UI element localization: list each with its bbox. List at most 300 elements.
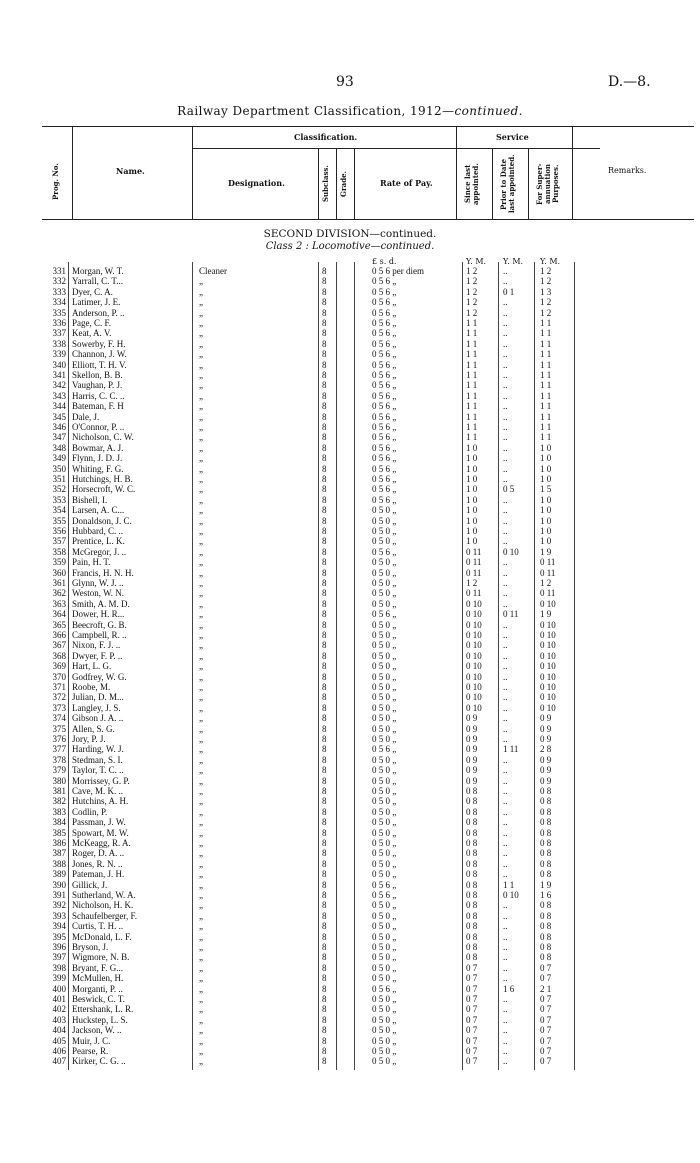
subclass-cell: 8 bbox=[322, 349, 327, 360]
designation-cell: „ bbox=[199, 432, 203, 443]
superannuation-cell: 0 7 bbox=[540, 994, 552, 1004]
table-row bbox=[0, 921, 700, 931]
name-cell: Campbell, R. .. bbox=[72, 630, 127, 640]
since-last-cell: 0 8 bbox=[466, 827, 478, 838]
designation-cell: „ bbox=[199, 838, 203, 848]
table-row bbox=[0, 734, 700, 744]
prog-no-cell: 384 bbox=[52, 817, 66, 828]
prior-to-date-cell: .. bbox=[503, 734, 508, 744]
since-last-cell: 1 1 bbox=[466, 318, 478, 328]
designation-cell: „ bbox=[199, 578, 203, 588]
table-row bbox=[0, 848, 700, 858]
superannuation-cell: 0 11 bbox=[540, 588, 556, 599]
since-last-cell: 0 8 bbox=[466, 900, 478, 911]
subclass-cell: 8 bbox=[322, 786, 327, 796]
prior-to-date-cell: .. bbox=[503, 713, 508, 724]
name-cell: Roger, D. A. .. bbox=[72, 848, 125, 859]
prog-no-cell: 369 bbox=[52, 661, 66, 672]
name-cell: Pateman, J. H. bbox=[72, 869, 125, 880]
subclass-cell: 8 bbox=[322, 942, 327, 952]
prog-no-cell: 348 bbox=[52, 442, 66, 453]
designation-cell: „ bbox=[199, 557, 203, 568]
designation-cell: „ bbox=[199, 775, 203, 786]
prog-no-cell: 342 bbox=[52, 380, 66, 391]
table-row bbox=[0, 620, 700, 630]
prior-to-date-cell: .. bbox=[503, 858, 508, 869]
table-row bbox=[0, 984, 700, 994]
subclass-cell: 8 bbox=[322, 838, 327, 848]
prog-no-cell: 403 bbox=[52, 1014, 66, 1025]
superannuation-cell: 0 10 bbox=[540, 661, 556, 672]
prog-no-cell: 350 bbox=[52, 463, 66, 474]
rate-of-pay-cell: 0 5 6 „ bbox=[372, 494, 397, 505]
designation-cell: „ bbox=[199, 682, 203, 692]
name-cell: Jackson, W. .. bbox=[72, 1025, 122, 1036]
designation-cell: „ bbox=[199, 879, 203, 890]
designation-cell: „ bbox=[199, 796, 203, 807]
class-label: Class 2 : Locomotive—continued. bbox=[265, 241, 435, 252]
name-header: Name. bbox=[116, 166, 145, 176]
name-cell: Langley, J. S. bbox=[72, 702, 121, 713]
superannuation-cell: 0 10 bbox=[540, 619, 556, 630]
superannuation-cell: 1 0 bbox=[540, 442, 552, 453]
superannuation-cell: 1 6 bbox=[540, 890, 552, 900]
name-cell: Elliott, T. H. V. bbox=[72, 359, 127, 370]
subclass-cell: 8 bbox=[322, 380, 327, 391]
subclass-cell: 8 bbox=[322, 505, 327, 516]
designation-cell: „ bbox=[199, 1025, 203, 1036]
prog-no-cell: 347 bbox=[52, 432, 66, 443]
rate-of-pay-cell: 0 5 0 „ bbox=[372, 1004, 397, 1015]
prog-no-cell: 334 bbox=[52, 297, 66, 308]
name-cell: Stedman, S. I. bbox=[72, 754, 123, 765]
grade-header: Grade. bbox=[339, 171, 348, 197]
prog-no-cell: 391 bbox=[52, 890, 66, 900]
superannuation-cell: 1 1 bbox=[540, 370, 552, 380]
designation-cell: „ bbox=[199, 744, 203, 755]
rate-of-pay-cell: 0 5 0 „ bbox=[372, 973, 397, 984]
subclass-cell: 8 bbox=[322, 671, 327, 682]
name-cell: Spowart, M. W. bbox=[72, 827, 129, 838]
since-last-cell: 0 8 bbox=[466, 869, 478, 880]
prog-no-cell: 367 bbox=[52, 640, 66, 651]
since-last-cell: 1 1 bbox=[466, 380, 478, 391]
table-row bbox=[0, 838, 700, 848]
since-last-cell: 0 11 bbox=[466, 588, 482, 599]
superannuation-cell: 0 8 bbox=[540, 952, 552, 963]
subclass-cell: 8 bbox=[322, 806, 327, 817]
since-last-cell: 0 10 bbox=[466, 661, 482, 672]
prog-no-cell: 383 bbox=[52, 806, 66, 817]
name-cell: Hutchings, H. B. bbox=[72, 474, 133, 484]
rate-of-pay-cell: 0 5 0 „ bbox=[372, 942, 397, 952]
table-row bbox=[0, 994, 700, 1004]
rate-of-pay-cell: 0 5 6 „ bbox=[372, 411, 397, 422]
prog-no-cell: 385 bbox=[52, 827, 66, 838]
since-last-cell: 0 7 bbox=[466, 1004, 478, 1015]
designation-cell: „ bbox=[199, 484, 203, 495]
service-header: Service bbox=[496, 132, 529, 142]
rate-of-pay-cell: 0 5 6 „ bbox=[372, 744, 397, 755]
since-last-cell: 0 8 bbox=[466, 786, 478, 796]
prior-to-date-cell: .. bbox=[503, 619, 508, 630]
header-vrule bbox=[492, 148, 493, 220]
rate-of-pay-cell: 0 5 0 „ bbox=[372, 661, 397, 672]
since-last-cell: 0 10 bbox=[466, 650, 482, 661]
designation-cell: „ bbox=[199, 619, 203, 630]
rate-of-pay-cell: 0 5 0 „ bbox=[372, 692, 397, 703]
subclass-cell: 8 bbox=[322, 713, 327, 724]
designation-cell: „ bbox=[199, 474, 203, 484]
name-cell: Larsen, A. C... bbox=[72, 505, 125, 516]
prior-to-date-cell: 0 10 bbox=[503, 546, 519, 557]
rate-of-pay-cell: 0 5 6 „ bbox=[372, 328, 397, 339]
designation-cell: „ bbox=[199, 827, 203, 838]
since-last-cell: 1 0 bbox=[466, 442, 478, 453]
prog-no-cell: 388 bbox=[52, 858, 66, 869]
designation-cell: „ bbox=[199, 890, 203, 900]
prog-no-cell: 344 bbox=[52, 401, 66, 412]
designation-cell: „ bbox=[199, 702, 203, 713]
prior-to-date-cell: .. bbox=[503, 931, 508, 942]
rate-of-pay-cell: 0 5 6 „ bbox=[372, 484, 397, 495]
subclass-cell: 8 bbox=[322, 515, 327, 526]
since-last-cell: 0 9 bbox=[466, 713, 478, 724]
table-row bbox=[0, 474, 700, 484]
prog-no-cell: 407 bbox=[52, 1056, 66, 1067]
prior-to-date-cell: .. bbox=[503, 817, 508, 828]
since-last-cell: 0 7 bbox=[466, 1056, 478, 1067]
since-last-cell: 1 2 bbox=[466, 307, 478, 318]
table-row bbox=[0, 443, 700, 453]
rate-of-pay-cell: 0 5 0 „ bbox=[372, 734, 397, 744]
name-cell: Glynn, W. J. .. bbox=[72, 578, 124, 588]
prog-no-cell: 357 bbox=[52, 536, 66, 547]
designation-cell: „ bbox=[199, 453, 203, 464]
table-row bbox=[0, 661, 700, 671]
prog-no-cell: 394 bbox=[52, 921, 66, 932]
since-last-cell: 0 9 bbox=[466, 765, 478, 776]
since-last-cell: 1 1 bbox=[466, 422, 478, 432]
remarks-header: Remarks. bbox=[608, 166, 647, 175]
rate-of-pay-cell: 0 5 0 „ bbox=[372, 682, 397, 692]
subclass-cell: 8 bbox=[322, 567, 327, 578]
prior-to-date-cell: .. bbox=[503, 1046, 508, 1056]
since-last-cell: 1 1 bbox=[466, 370, 478, 380]
prior-to-date-cell: .. bbox=[503, 297, 508, 308]
rate-of-pay-cell: 0 5 0 „ bbox=[372, 869, 397, 880]
page-title bbox=[0, 104, 700, 118]
prog-no-cell: 345 bbox=[52, 411, 66, 422]
prior-to-date-cell: .. bbox=[503, 796, 508, 807]
page-reference: D.—8. bbox=[608, 74, 651, 90]
table-row bbox=[0, 911, 700, 921]
rate-of-pay-cell: 0 5 0 „ bbox=[372, 515, 397, 526]
rate-of-pay-cell: 0 5 6 „ bbox=[372, 401, 397, 412]
prog-no-cell: 375 bbox=[52, 723, 66, 734]
superannuation-cell: 1 1 bbox=[540, 390, 552, 401]
prog-no-cell: 401 bbox=[52, 994, 66, 1004]
subclass-cell: 8 bbox=[322, 962, 327, 973]
rate-of-pay-cell: 0 5 0 „ bbox=[372, 921, 397, 932]
since-last-cell: 1 2 bbox=[466, 276, 478, 287]
name-cell: Passman, J. W. bbox=[72, 817, 126, 828]
prior-to-date-cell: .. bbox=[503, 973, 508, 984]
prog-no-cell: 404 bbox=[52, 1025, 66, 1036]
designation-cell: „ bbox=[199, 661, 203, 672]
superannuation-cell: 0 9 bbox=[540, 765, 552, 776]
rate-of-pay-cell: 0 5 0 „ bbox=[372, 848, 397, 859]
rate-of-pay-cell: 0 5 0 „ bbox=[372, 931, 397, 942]
superannuation-cell: 1 2 bbox=[540, 276, 552, 287]
since-last-cell: 1 1 bbox=[466, 328, 478, 339]
since-last-cell: 1 1 bbox=[466, 411, 478, 422]
since-last-cell: 0 8 bbox=[466, 879, 478, 890]
table-row bbox=[0, 588, 700, 598]
subclass-cell: 8 bbox=[322, 900, 327, 911]
since-last-cell: 0 8 bbox=[466, 942, 478, 952]
subclass-cell: 8 bbox=[322, 370, 327, 380]
prior-to-date-cell: .. bbox=[503, 422, 508, 432]
rate-of-pay-cell: 0 5 0 „ bbox=[372, 567, 397, 578]
since-last-cell: 0 9 bbox=[466, 775, 478, 786]
designation-cell: „ bbox=[199, 817, 203, 828]
prog-no-cell: 405 bbox=[52, 1035, 66, 1046]
since-last-cell: 0 9 bbox=[466, 744, 478, 755]
prog-no-cell: 382 bbox=[52, 796, 66, 807]
rate-of-pay-cell: 0 5 0 „ bbox=[372, 505, 397, 516]
since-last-cell: 1 0 bbox=[466, 515, 478, 526]
table-row bbox=[0, 828, 700, 838]
name-cell: Dale, J. bbox=[72, 411, 100, 422]
table-header bbox=[42, 126, 694, 220]
prior-to-date-cell: .. bbox=[503, 474, 508, 484]
name-cell: Julian, D. M... bbox=[72, 692, 124, 703]
designation-cell: „ bbox=[199, 390, 203, 401]
subclass-cell: 8 bbox=[322, 848, 327, 859]
name-cell: Yarrall, C. T... bbox=[72, 276, 124, 287]
designation-cell: „ bbox=[199, 630, 203, 640]
rate-of-pay-cell: 0 5 0 „ bbox=[372, 962, 397, 973]
superannuation-cell: 2 8 bbox=[540, 744, 552, 755]
superannuation-cell: 0 10 bbox=[540, 692, 556, 703]
header-vrule bbox=[572, 126, 573, 220]
table-row bbox=[0, 640, 700, 650]
prog-no-cell: 356 bbox=[52, 526, 66, 536]
superannuation-cell: 1 1 bbox=[540, 411, 552, 422]
table-row bbox=[0, 672, 700, 682]
superannuation-cell: 1 0 bbox=[540, 526, 552, 536]
prog-no-cell: 397 bbox=[52, 952, 66, 963]
prior-to-date-cell: .. bbox=[503, 338, 508, 349]
name-cell: Whiting, F. G. bbox=[72, 463, 124, 474]
prior-to-date-cell: .. bbox=[503, 848, 508, 859]
since-last-cell: 0 9 bbox=[466, 723, 478, 734]
rate-of-pay-cell: 0 5 6 „ bbox=[372, 318, 397, 328]
prior-to-date-cell: .. bbox=[503, 432, 508, 443]
superannuation-cell: 0 7 bbox=[540, 1025, 552, 1036]
subclass-cell: 8 bbox=[322, 827, 327, 838]
superannuation-cell: 0 7 bbox=[540, 1056, 552, 1067]
rate-of-pay-cell: 0 5 0 „ bbox=[372, 775, 397, 786]
rate-of-pay-cell: 0 5 0 „ bbox=[372, 796, 397, 807]
prior-to-date-cell: .. bbox=[503, 318, 508, 328]
prog-no-cell: 351 bbox=[52, 474, 66, 484]
subclass-cell: 8 bbox=[322, 1046, 327, 1056]
since-last-cell: 0 11 bbox=[466, 546, 482, 557]
prior-to-date-cell: .. bbox=[503, 567, 508, 578]
prior-to-date-cell: .. bbox=[503, 505, 508, 516]
table-row bbox=[0, 432, 700, 442]
name-cell: Dower, H. R... bbox=[72, 609, 125, 620]
name-cell: Dwyer, F. P. .. bbox=[72, 650, 123, 661]
superannuation-cell: 0 7 bbox=[540, 1014, 552, 1025]
designation-cell: „ bbox=[199, 546, 203, 557]
table-row bbox=[0, 807, 700, 817]
prog-no-cell: 380 bbox=[52, 775, 66, 786]
prior-to-date-cell: .. bbox=[503, 1056, 508, 1067]
designation-cell: „ bbox=[199, 1046, 203, 1056]
prior-to-date-cell: .. bbox=[503, 515, 508, 526]
subclass-cell: 8 bbox=[322, 910, 327, 921]
prog-no-cell: 398 bbox=[52, 962, 66, 973]
table-row bbox=[0, 557, 700, 567]
rate-of-pay-cell: 0 5 0 „ bbox=[372, 1046, 397, 1056]
designation-cell: „ bbox=[199, 983, 203, 994]
superannuation-cell: 0 10 bbox=[540, 598, 556, 609]
designation-cell: „ bbox=[199, 297, 203, 308]
superannuation-cell: 1 1 bbox=[540, 380, 552, 391]
table-row bbox=[0, 724, 700, 734]
prog-no-cell: 346 bbox=[52, 422, 66, 432]
subclass-cell: 8 bbox=[322, 526, 327, 536]
name-cell: Jory, P. J. bbox=[72, 734, 106, 744]
since-last-cell: 1 0 bbox=[466, 484, 478, 495]
superannuation-cell: 1 0 bbox=[540, 494, 552, 505]
superannuation-cell: 1 0 bbox=[540, 515, 552, 526]
prior-to-date-cell: .. bbox=[503, 630, 508, 640]
designation-cell: „ bbox=[199, 286, 203, 297]
since-last-cell: 0 8 bbox=[466, 848, 478, 859]
prog-no-cell: 389 bbox=[52, 869, 66, 880]
subclass-cell: 8 bbox=[322, 266, 327, 276]
rate-of-pay-cell: 0 5 6 „ bbox=[372, 422, 397, 432]
rate-of-pay-cell: 0 5 0 „ bbox=[372, 598, 397, 609]
superannuation-cell: 0 8 bbox=[540, 817, 552, 828]
prog-no-cell: 402 bbox=[52, 1004, 66, 1015]
subclass-cell: 8 bbox=[322, 453, 327, 464]
table-row bbox=[0, 786, 700, 796]
prior-to-date-cell: .. bbox=[503, 640, 508, 651]
superannuation-cell: 0 8 bbox=[540, 858, 552, 869]
title-main: Railway Department Classification, 1912 bbox=[177, 104, 443, 118]
superannuation-header: For Super-annuation Purposes. bbox=[535, 163, 560, 205]
rate-of-pay-cell: 0 5 0 „ bbox=[372, 702, 397, 713]
name-cell: Sowerby, F. H. bbox=[72, 338, 126, 349]
designation-cell: „ bbox=[199, 536, 203, 547]
designation-cell: „ bbox=[199, 338, 203, 349]
prog-no-cell: 363 bbox=[52, 598, 66, 609]
prog-no-cell: 392 bbox=[52, 900, 66, 911]
designation-cell: „ bbox=[199, 900, 203, 911]
rate-of-pay-cell: 0 5 6 „ bbox=[372, 463, 397, 474]
prior-to-date-cell: .. bbox=[503, 671, 508, 682]
subclass-cell: 8 bbox=[322, 557, 327, 568]
name-cell: Roobe, M. bbox=[72, 682, 111, 692]
prog-no-cell: 376 bbox=[52, 734, 66, 744]
name-cell: Gillick, J. bbox=[72, 879, 108, 890]
since-last-cell: 0 8 bbox=[466, 796, 478, 807]
prior-to-date-cell: .. bbox=[503, 775, 508, 786]
prog-no-cell: 368 bbox=[52, 650, 66, 661]
name-cell: Skellon, B. B. bbox=[72, 370, 123, 380]
rate-of-pay-cell: 0 5 6 „ bbox=[372, 432, 397, 443]
designation-cell: „ bbox=[199, 380, 203, 391]
name-cell: Muir, J. C. bbox=[72, 1035, 111, 1046]
designation-cell: „ bbox=[199, 952, 203, 963]
superannuation-cell: 1 0 bbox=[540, 536, 552, 547]
designation-cell: „ bbox=[199, 411, 203, 422]
prior-to-date-cell: .. bbox=[503, 536, 508, 547]
rate-of-pay-cell: 0 5 0 „ bbox=[372, 786, 397, 796]
since-last-cell: 1 1 bbox=[466, 338, 478, 349]
prior-to-date-cell: .. bbox=[503, 463, 508, 474]
subclass-cell: 8 bbox=[322, 682, 327, 692]
since-last-cell: 1 0 bbox=[466, 526, 478, 536]
subclass-cell: 8 bbox=[322, 702, 327, 713]
prior-to-date-cell: 1 11 bbox=[503, 744, 519, 755]
table-row bbox=[0, 391, 700, 401]
designation-cell: „ bbox=[199, 422, 203, 432]
table-row bbox=[0, 776, 700, 786]
subclass-cell: 8 bbox=[322, 858, 327, 869]
prior-to-date-cell: .. bbox=[503, 328, 508, 339]
subclass-cell: 8 bbox=[322, 411, 327, 422]
header-vrule bbox=[354, 148, 355, 220]
prior-to-date-cell: 0 5 bbox=[503, 484, 515, 495]
subclass-cell: 8 bbox=[322, 432, 327, 443]
designation-cell: „ bbox=[199, 931, 203, 942]
prog-no-cell: 335 bbox=[52, 307, 66, 318]
rate-of-pay-cell: 0 5 0 „ bbox=[372, 723, 397, 734]
subclass-cell: 8 bbox=[322, 796, 327, 807]
subclass-cell: 8 bbox=[322, 952, 327, 963]
table-row bbox=[0, 942, 700, 952]
prior-to-date-cell: .. bbox=[503, 390, 508, 401]
since-last-cell: 0 9 bbox=[466, 754, 478, 765]
superannuation-cell: 1 2 bbox=[540, 266, 552, 276]
designation-cell: „ bbox=[199, 1035, 203, 1046]
name-cell: Donaldson, J. C. bbox=[72, 515, 132, 526]
since-last-cell: 1 1 bbox=[466, 390, 478, 401]
since-last-cell: 1 2 bbox=[466, 578, 478, 588]
prog-no-cell: 336 bbox=[52, 318, 66, 328]
table-row bbox=[0, 1036, 700, 1046]
designation-cell: „ bbox=[199, 359, 203, 370]
rate-of-pay-cell: 0 5 6 „ bbox=[372, 474, 397, 484]
name-cell: Harding, W. J. bbox=[72, 744, 124, 755]
table-row bbox=[0, 713, 700, 723]
superannuation-cell: 0 9 bbox=[540, 754, 552, 765]
superannuation-cell: 0 9 bbox=[540, 734, 552, 744]
prog-no-cell: 381 bbox=[52, 786, 66, 796]
prior-to-date-cell: .. bbox=[503, 380, 508, 391]
table-row bbox=[0, 1015, 700, 1025]
rate-of-pay-cell: 0 5 6 „ bbox=[372, 609, 397, 620]
since-last-cell: 0 7 bbox=[466, 1025, 478, 1036]
designation-header: Designation. bbox=[228, 178, 285, 188]
prior-to-date-cell: .. bbox=[503, 952, 508, 963]
